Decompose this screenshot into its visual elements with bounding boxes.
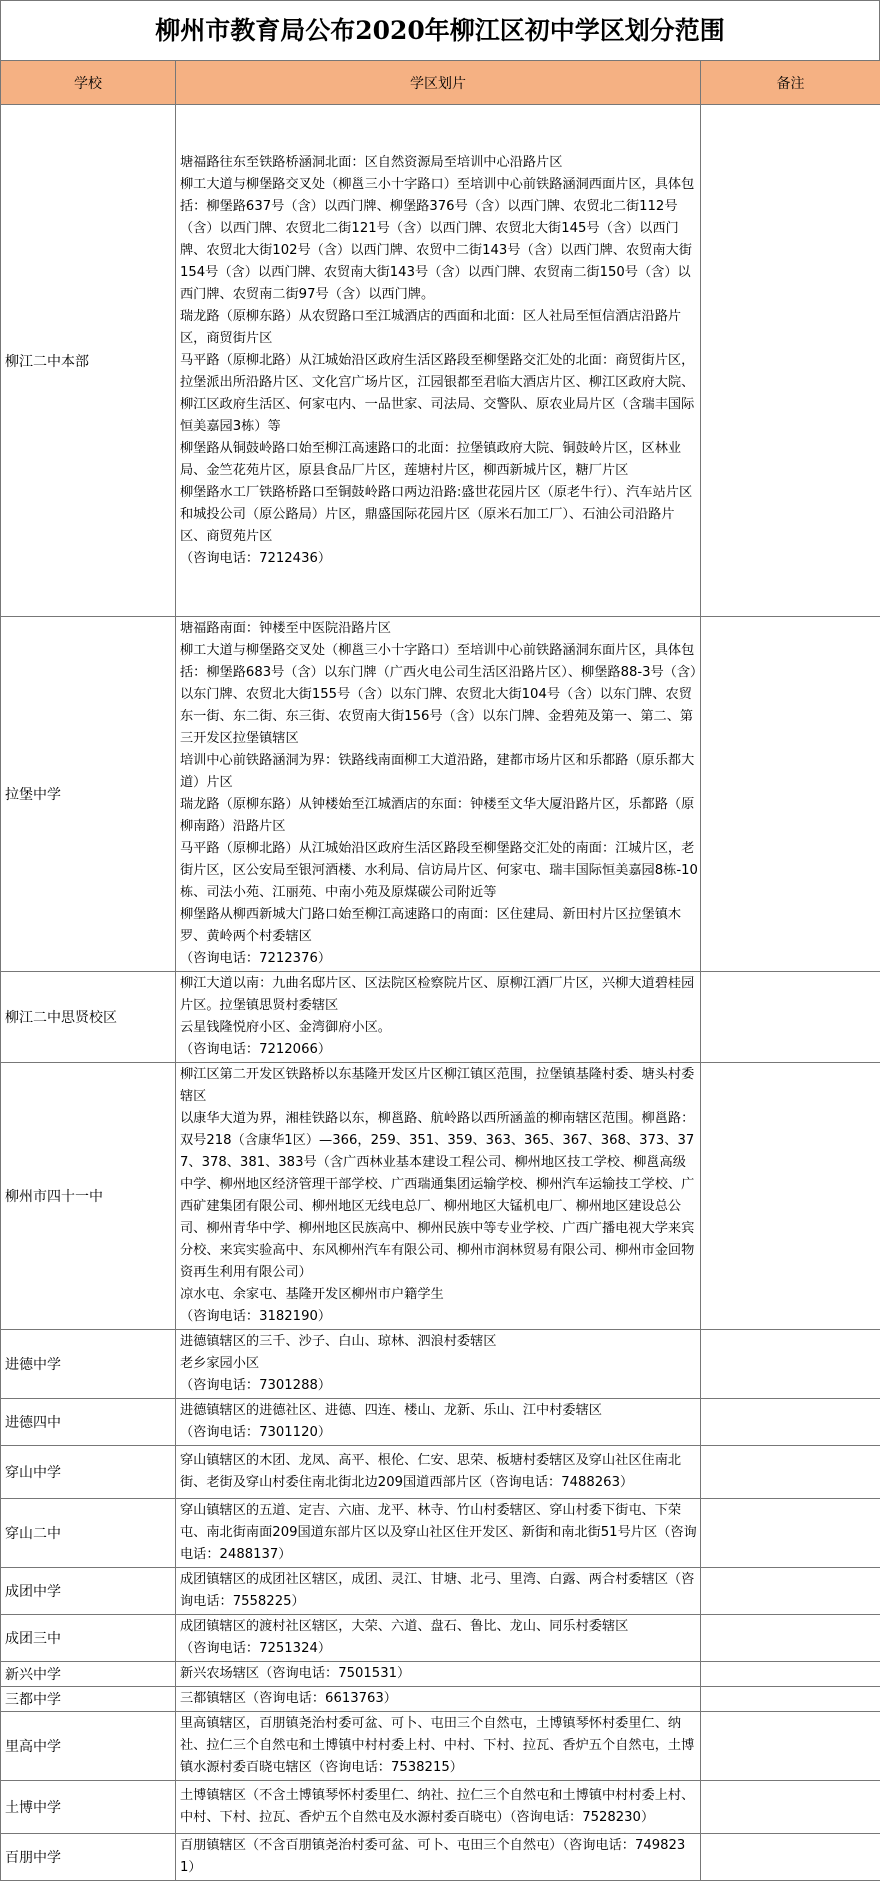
area-text-line: 凉水屯、余家屯、基隆开发区柳州市户籍学生 xyxy=(180,1287,444,1302)
area-text-line: 三都镇辖区（咨询电话：6613763） xyxy=(180,1691,397,1706)
area-text-line: 土博镇辖区（不含土博镇琴怀村委里仁、纳社、拉仁三个自然屯和土博镇中村村委上村、中村、下村、拉瓦、香炉五个自然屯及水源村委百晓屯）（咨询电话：7528230） xyxy=(180,1788,695,1825)
school-name: 进德中学 xyxy=(1,1330,176,1399)
table-row xyxy=(1,1662,880,1687)
area-text-line: 进德镇辖区的三千、沙子、白山、琼林、泗浪村委辖区 xyxy=(180,1334,497,1349)
area-text-line: 柳江大道以南：九曲名邸片区、区法院区检察院片区、原柳江酒厂片区，兴柳大道碧桂园片区。拉堡镇思贤村委辖区 xyxy=(180,976,695,1013)
table-body xyxy=(1,105,880,1881)
note-cell xyxy=(701,1712,880,1781)
area-text-line: 塘福路往东至铁路桥涵洞北面：区自然资源局至培训中心沿路片区 xyxy=(180,154,563,170)
district-area xyxy=(176,1446,701,1499)
district-area xyxy=(176,1063,701,1330)
area-text-line: 马平路（原柳北路）从江城始沿区政府生活区路段至柳堡路交汇处的南面：江城片区，老街片区，区公安局至银河酒楼、水利局、信访局片区、何家屯、瑞丰国际恒美嘉园8栋-10栋、司法小苑、江丽苑、中南小苑及原煤碳公司附近等 xyxy=(180,841,698,900)
header-note: 备注 xyxy=(701,61,880,105)
note-cell xyxy=(701,1063,880,1330)
note-cell xyxy=(701,1687,880,1712)
area-text-line: 里高镇辖区，百朋镇尧治村委可盆、可卜、屯田三个自然屯，土博镇琴怀村委里仁、纳社、拉仁三个自然屯和土博镇中村村委上村、中村、下村、拉瓦、香炉五个自然屯，土博镇水源村委百晓屯辖区（咨询电话：7538215） xyxy=(180,1716,695,1775)
area-text-line: 马平路（原柳北路）从江城始沿区政府生活区路段至柳堡路交汇处的北面：商贸街片区，拉堡派出所沿路片区、文化宫广场片区，江园银都至君临大酒店片区、柳江区政府大院、柳江区政府生活区、何家屯内、一品世家、司法局、交警队、原农业局片区（含瑞丰国际恒美嘉园3栋）等 xyxy=(180,352,695,434)
table-row xyxy=(1,1063,880,1330)
school-name: 穿山二中 xyxy=(1,1499,176,1568)
district-area xyxy=(176,1781,701,1834)
header-area: 学区划片 xyxy=(176,61,701,105)
district-area xyxy=(176,105,701,617)
district-area xyxy=(176,1712,701,1781)
note-cell xyxy=(701,1399,880,1446)
area-text-line: 进德镇辖区的进德社区、进德、四连、楼山、龙新、乐山、江中村委辖区 xyxy=(180,1403,602,1418)
area-text-line: 以康华大道为界，湘桂铁路以东，柳邕路、航岭路以西所涵盖的柳南辖区范围。柳邕路：双号218（含康华1区）—366，259、351、359、363、365、367、368、373、377、378、381、383号（含广西林业基本建设工程公司、柳州地区技工学校、柳邕高级中学、柳州地区经济管理干部学校、广西瑞通集团运输学校、柳州汽车运输技工学校、广西矿建集团有限公司、柳州地区无线电总厂、柳州地区大锰机电厂、柳州地区建设总公司、柳州青华中学、柳州地区民族高中、柳州民族中等专业学校、广西广播电视大学来宾分校、来宾实验高中、东风柳州汽车有限公司、柳州市润林贸易有限公司、柳州市金回物资再生利用有限公司） xyxy=(180,1111,695,1280)
area-text-line: 瑞龙路（原柳东路）从钟楼始至江城酒店的东面：钟楼至文华大厦沿路片区，乐都路（原柳南路）沿路片区 xyxy=(180,797,695,834)
area-text-line: 新兴农场辖区（咨询电话：7501531） xyxy=(180,1666,411,1681)
area-text-line: （咨询电话：7212376） xyxy=(180,951,332,966)
area-text-line: 穿山镇辖区的五道、定吉、六庙、龙平、林寺、竹山村委辖区、穿山村委下街屯、下荣屯、南北街南面209国道东部片区以及穿山社区住开发区、新街和南北街51号片区（咨询电话：2488137） xyxy=(180,1503,697,1562)
school-name: 里高中学 xyxy=(1,1712,176,1781)
table-row xyxy=(1,1712,880,1781)
area-text-line: 柳工大道与柳堡路交叉处（柳邕三小十字路口）至培训中心前铁路涵洞西面片区，具体包括：柳堡路637号（含）以西门牌、柳堡路376号（含）以西门牌、农贸北二街112号（含）以西门牌、农贸北二街121号（含）以西门牌、农贸北大街145号（含）以西门牌、农贸北大街102号（含）以西门牌、农贸中二街143号（含）以西门牌、农贸南大街154号（含）以西门牌、农贸南大街143号（含）以西门牌、农贸南二街150号（含）以西门牌、农贸南二街97号（含）以西门牌。 xyxy=(180,176,695,302)
area-text-line: （咨询电话：3182190） xyxy=(180,1309,332,1324)
area-text-line: 瑞龙路（原柳东路）从农贸路口至江城酒店的西面和北面：区人社局至恒信酒店沿路片区，商贸街片区 xyxy=(180,308,682,346)
district-area xyxy=(176,1662,701,1687)
district-area xyxy=(176,1834,701,1881)
area-text-line: 成团镇辖区的成团社区辖区，成团、灵江、甘塘、北弓、里湾、白露、两合村委辖区（咨询电话：7558225） xyxy=(180,1572,695,1609)
note-cell xyxy=(701,1834,880,1881)
district-area xyxy=(176,1499,701,1568)
area-text-line: 塘福路南面：钟楼至中医院沿路片区 xyxy=(180,621,391,636)
area-text-line: 培训中心前铁路涵洞为界：铁路线南面柳工大道沿路，建都市场片区和乐都路（原乐都大道）片区 xyxy=(180,753,695,790)
area-text-line: 柳堡路水工厂铁路桥路口至铜鼓岭路口两边沿路:盛世花园片区（原老牛行）、汽车站片区和城投公司（原公路局）片区，鼎盛国际花园片区（原米石加工厂）、石油公司沿路片区、商贸苑片区 xyxy=(180,484,693,544)
table-row xyxy=(1,1781,880,1834)
area-text-line: （咨询电话：7251324） xyxy=(180,1641,332,1656)
district-area xyxy=(176,1399,701,1446)
note-cell xyxy=(701,1499,880,1568)
note-cell xyxy=(701,105,880,617)
school-name: 柳州市四十一中 xyxy=(1,1063,176,1330)
note-cell xyxy=(701,617,880,972)
table-row xyxy=(1,105,880,617)
header-school: 学校 xyxy=(1,61,176,105)
school-name: 百朋中学 xyxy=(1,1834,176,1881)
school-name: 成团三中 xyxy=(1,1615,176,1662)
area-text-line: 柳堡路从铜鼓岭路口始至柳江高速路口的北面：拉堡镇政府大院、铜鼓岭片区，区林业局、金竺花苑片区，原县食品厂片区，莲塘村片区，柳西新城片区，糖厂片区 xyxy=(180,440,682,478)
area-text-line: 成团镇辖区的渡村社区辖区，大荣、六道、盘石、鲁比、龙山、同乐村委辖区 xyxy=(180,1619,629,1634)
school-name: 新兴中学 xyxy=(1,1662,176,1687)
area-text-line: 老乡家园小区 xyxy=(180,1356,260,1371)
area-text-line: 穿山镇辖区的木团、龙凤、高平、根伦、仁安、思荣、板塘村委辖区及穿山社区住南北街、老街及穿山村委住南北街北边209国道西部片区（咨询电话：7488263） xyxy=(180,1453,682,1490)
area-text-line: 云星钱隆悦府小区、金湾御府小区。 xyxy=(180,1020,391,1035)
school-name: 穿山中学 xyxy=(1,1446,176,1499)
school-name: 柳江二中本部 xyxy=(1,105,176,617)
table-row xyxy=(1,1834,880,1881)
note-cell xyxy=(701,1662,880,1687)
table-row xyxy=(1,1446,880,1499)
table-row xyxy=(1,972,880,1063)
table-row xyxy=(1,1330,880,1399)
note-cell xyxy=(701,1330,880,1399)
table-row xyxy=(1,1499,880,1568)
table-row xyxy=(1,1687,880,1712)
area-text-line: （咨询电话：7212066） xyxy=(180,1042,332,1057)
school-name: 土博中学 xyxy=(1,1781,176,1834)
school-name: 进德四中 xyxy=(1,1399,176,1446)
district-area xyxy=(176,1330,701,1399)
note-cell xyxy=(701,1615,880,1662)
area-text-line: （咨询电话：7301120） xyxy=(180,1425,332,1440)
area-text-line: （咨询电话：7301288） xyxy=(180,1378,332,1393)
table-row xyxy=(1,617,880,972)
district-area xyxy=(176,1568,701,1615)
note-cell xyxy=(701,972,880,1063)
area-text-line: 柳工大道与柳堡路交叉处（柳邕三小十字路口）至培训中心前铁路涵洞东面片区，具体包括：柳堡路683号（含）以东门牌（广西火电公司生活区沿路片区）、柳堡路88-3号（含）以东门牌、农贸北大街155号（含）以东门牌、农贸北大街104号（含）以东门牌、农贸东一街、东二街、东三街、农贸南大街156号（含）以东门牌、金碧苑及第一、第二、第三开发区拉堡镇辖区 xyxy=(180,643,697,746)
page-title: 柳州市教育局公布2020年柳江区初中学区划分范围 xyxy=(0,0,880,60)
table-row xyxy=(1,1615,880,1662)
school-name: 三都中学 xyxy=(1,1687,176,1712)
district-area xyxy=(176,1615,701,1662)
note-cell xyxy=(701,1446,880,1499)
school-name: 拉堡中学 xyxy=(1,617,176,972)
note-cell xyxy=(701,1781,880,1834)
area-text-line: （咨询电话：7212436） xyxy=(180,550,332,566)
area-text-line: 百朋镇辖区（不含百朋镇尧治村委可盆、可卜、屯田三个自然屯）（咨询电话：7498231） xyxy=(180,1838,686,1875)
district-area xyxy=(176,972,701,1063)
school-name: 柳江二中思贤校区 xyxy=(1,972,176,1063)
note-cell xyxy=(701,1568,880,1615)
table-row xyxy=(1,1399,880,1446)
area-text-line: 柳江区第二开发区铁路桥以东基隆开发区片区柳江镇区范围，拉堡镇基隆村委、塘头村委辖区 xyxy=(180,1067,695,1104)
district-area xyxy=(176,617,701,972)
school-name: 成团中学 xyxy=(1,1568,176,1615)
district-table xyxy=(0,60,880,1881)
table-row xyxy=(1,1568,880,1615)
area-text-line: 柳堡路从柳西新城大门路口始至柳江高速路口的南面：区住建局、新田村片区拉堡镇木罗、黄岭两个村委辖区 xyxy=(180,907,682,944)
district-area xyxy=(176,1687,701,1712)
table-header-row xyxy=(1,61,880,105)
